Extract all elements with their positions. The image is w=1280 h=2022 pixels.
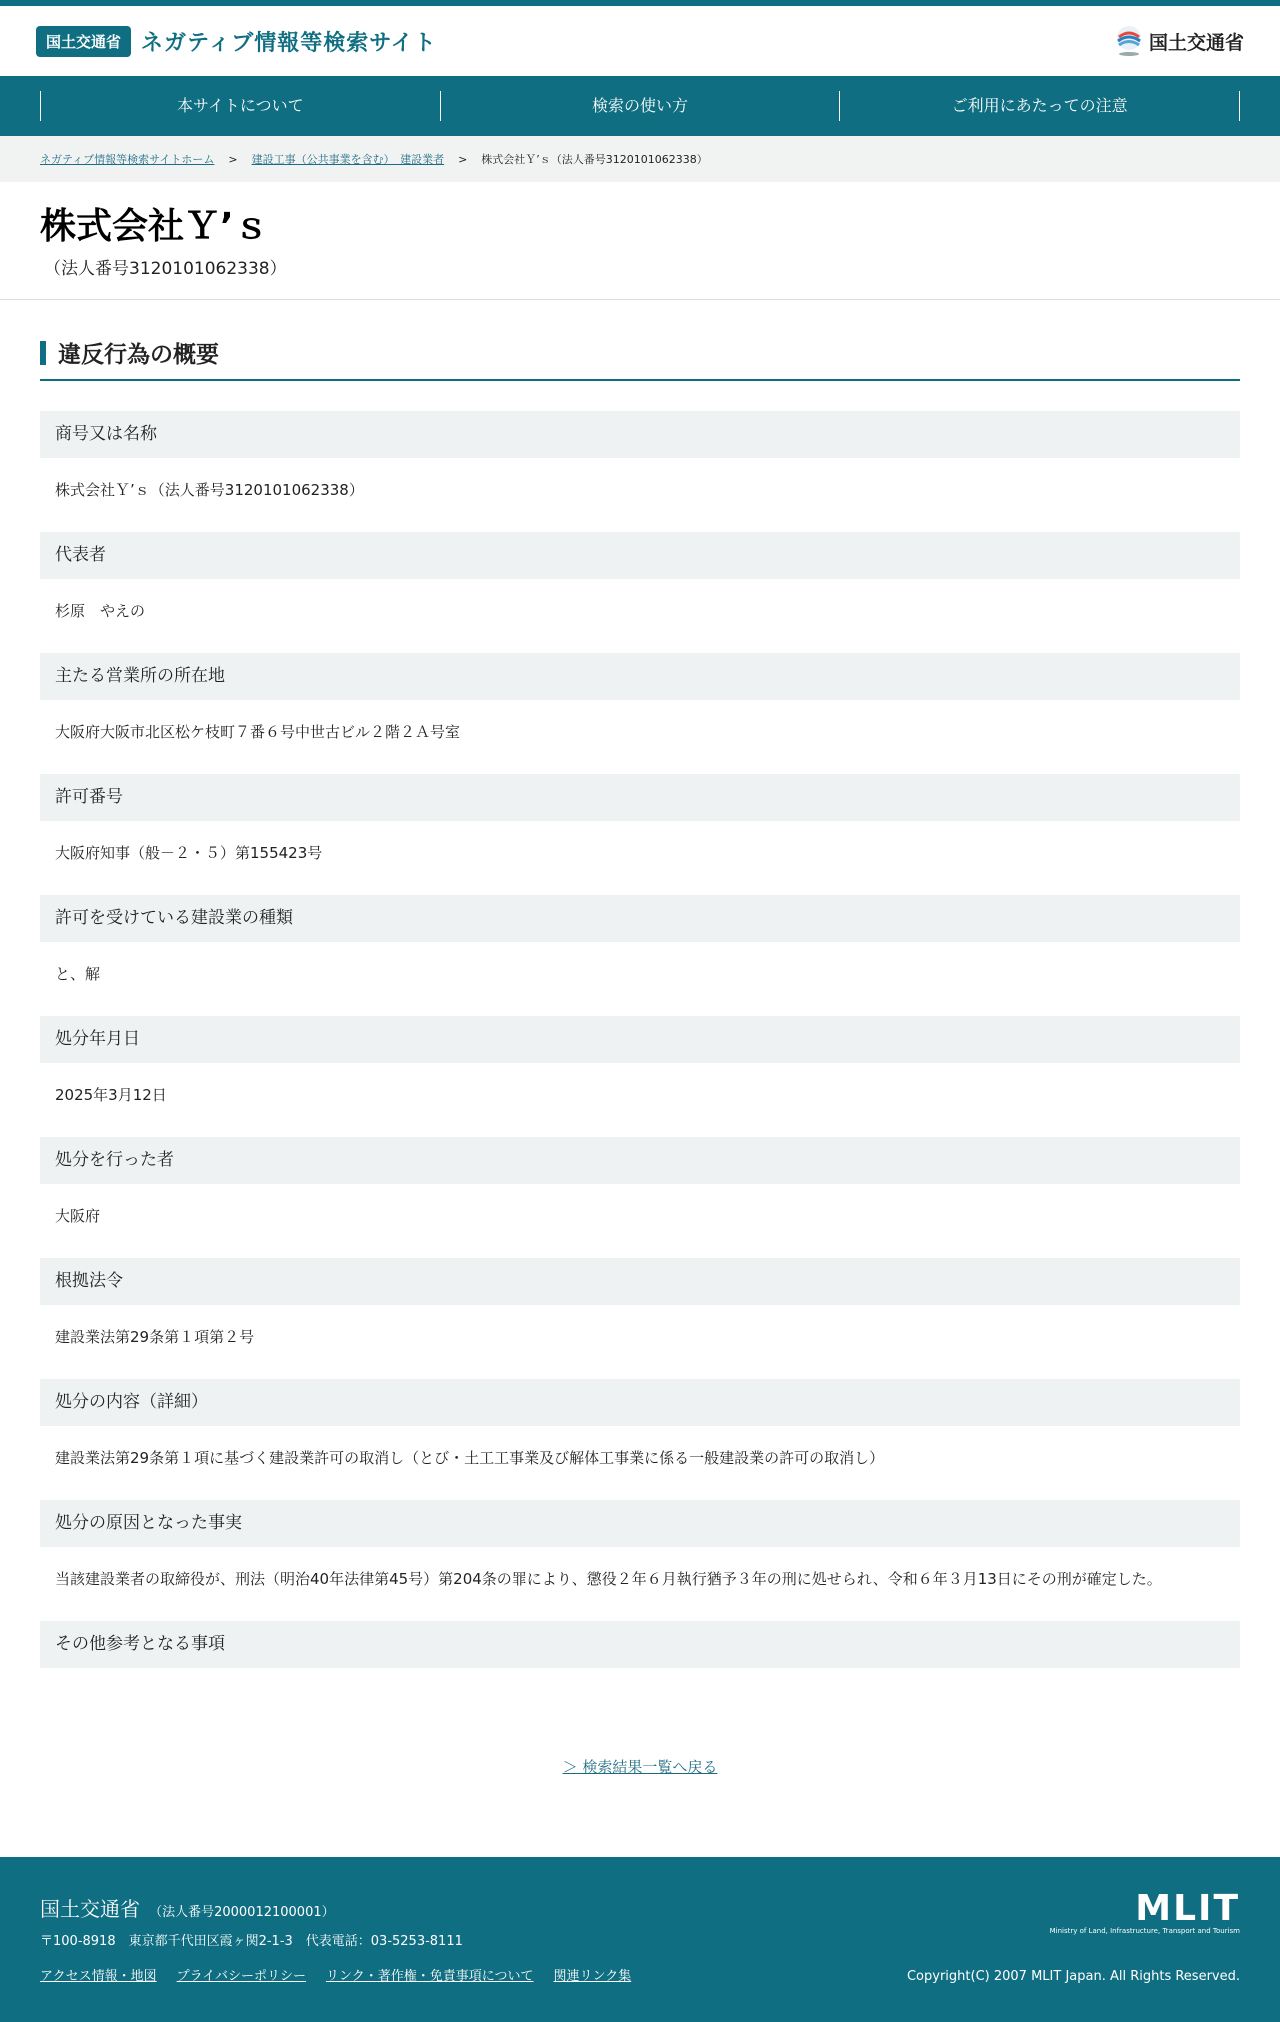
footer-link-privacy[interactable]: プライバシーポリシー <box>176 1969 306 1984</box>
footer-info <box>40 1893 631 1984</box>
nav-item-notes[interactable]: ご利用にあたっての注意 <box>839 91 1240 121</box>
heading-accent-bar <box>40 341 46 365</box>
detail-value-license-types: と、解 <box>55 965 101 983</box>
site-title: ネガティブ情報等検索サイト <box>141 30 437 56</box>
corporate-number: （法人番号3120101062338） <box>44 259 287 279</box>
detail-label-disposition-details: 処分の内容（詳細） <box>40 1379 1240 1426</box>
footer-link-related[interactable]: 関連リンク集 <box>553 1969 632 1984</box>
section-heading <box>40 336 1240 381</box>
mlit-logo[interactable] <box>1049 1888 1240 1935</box>
footer-address: 〒100-8918 東京都千代田区霞ヶ関2-1-3 代表電話：03-5253-8111 <box>40 1934 463 1949</box>
detail-label-representative: 代表者 <box>40 532 1240 579</box>
ministry-logo-text: 国土交通省 <box>1148 31 1244 54</box>
breadcrumb-home-link[interactable]: ネガティブ情報等検索サイトホーム <box>40 153 215 166</box>
copyright: Copyright(C) 2007 MLIT Japan. All Rights Reserved. <box>906 1969 1240 1984</box>
site-header <box>0 6 1280 76</box>
detail-label-legal-basis: 根拠法令 <box>40 1258 1240 1305</box>
breadcrumb-current: 株式会社Ｙ’ｓ（法人番号3120101062338） <box>481 153 708 166</box>
mlit-logo-text: MLIT <box>1135 1888 1240 1929</box>
detail-label-license-number: 許可番号 <box>40 774 1240 821</box>
detail-value-license-number: 大阪府知事（般－２・５）第155423号 <box>55 844 323 862</box>
back-to-results-link[interactable]: ＞ 検索結果一覧へ戻る <box>562 1758 718 1776</box>
main-content <box>0 300 1280 1857</box>
detail-label-other-notes: その他参考となる事項 <box>40 1621 1240 1668</box>
footer-right <box>906 1888 1240 1984</box>
footer-link-copyright[interactable]: リンク・著作権・免責事項について <box>325 1969 534 1984</box>
footer-links <box>40 1965 631 1984</box>
back-link-area <box>40 1756 1240 1857</box>
mlit-logo-subtitle: Ministry of Land, Infrastructure, Transport and Tourism <box>1049 1927 1240 1935</box>
section-heading-text: 違反行為の概要 <box>58 342 219 368</box>
detail-label-disposing-authority: 処分を行った者 <box>40 1137 1240 1184</box>
nav-item-about[interactable]: 本サイトについて <box>40 91 440 121</box>
detail-value-disposition-date: 2025年3月12日 <box>55 1086 167 1104</box>
detail-value-cause-facts: 当該建設業者の取締役が、刑法（明治40年法律第45号）第204条の罪により、懲役２年６月執行猶予３年の刑に処せられ、令和６年３月13日にその刑が確定した。 <box>55 1570 1162 1588</box>
ministry-logo[interactable] <box>1115 25 1244 57</box>
site-footer <box>0 1857 1280 2022</box>
breadcrumb <box>0 136 1280 182</box>
detail-label-address: 主たる営業所の所在地 <box>40 653 1240 700</box>
detail-value-legal-basis: 建設業法第29条第１項第２号 <box>55 1328 255 1346</box>
detail-label-disposition-date: 処分年月日 <box>40 1016 1240 1063</box>
site-brand[interactable] <box>36 26 437 57</box>
page-title: 株式会社Ｙ’ｓ <box>40 206 270 247</box>
detail-label-name: 商号又は名称 <box>40 411 1240 458</box>
breadcrumb-category-link[interactable]: 建設工事（公共事業を含む） 建設業者 <box>251 153 445 166</box>
detail-list <box>40 411 1240 1698</box>
detail-label-license-types: 許可を受けている建設業の種類 <box>40 895 1240 942</box>
detail-value-other-notes <box>40 1668 1240 1698</box>
footer-org-name: 国土交通省 <box>40 1897 140 1921</box>
detail-value-disposing-authority: 大阪府 <box>55 1207 101 1225</box>
ministry-badge: 国土交通省 <box>36 26 131 57</box>
breadcrumb-separator: > <box>458 152 468 166</box>
detail-label-cause-facts: 処分の原因となった事実 <box>40 1500 1240 1547</box>
detail-value-address: 大阪府大阪市北区松ケ枝町７番６号中世古ビル２階２Ａ号室 <box>55 723 461 741</box>
detail-value-disposition-details: 建設業法第29条第１項に基づく建設業許可の取消し（とび・土工工事業及び解体工事業に係る一般建設業の許可の取消し） <box>55 1449 885 1467</box>
footer-org-number: （法人番号2000012100001） <box>149 1905 335 1920</box>
footer-link-access[interactable]: アクセス情報・地図 <box>40 1969 157 1984</box>
global-nav <box>0 76 1280 136</box>
breadcrumb-separator: > <box>228 152 238 166</box>
ministry-logo-icon <box>1115 25 1143 57</box>
detail-value-representative: 杉原 やえの <box>55 602 146 620</box>
nav-item-how-to-search[interactable]: 検索の使い方 <box>440 91 840 121</box>
detail-value-name: 株式会社Ｙ’ｓ（法人番号3120101062338） <box>55 481 364 499</box>
title-area <box>0 182 1280 300</box>
